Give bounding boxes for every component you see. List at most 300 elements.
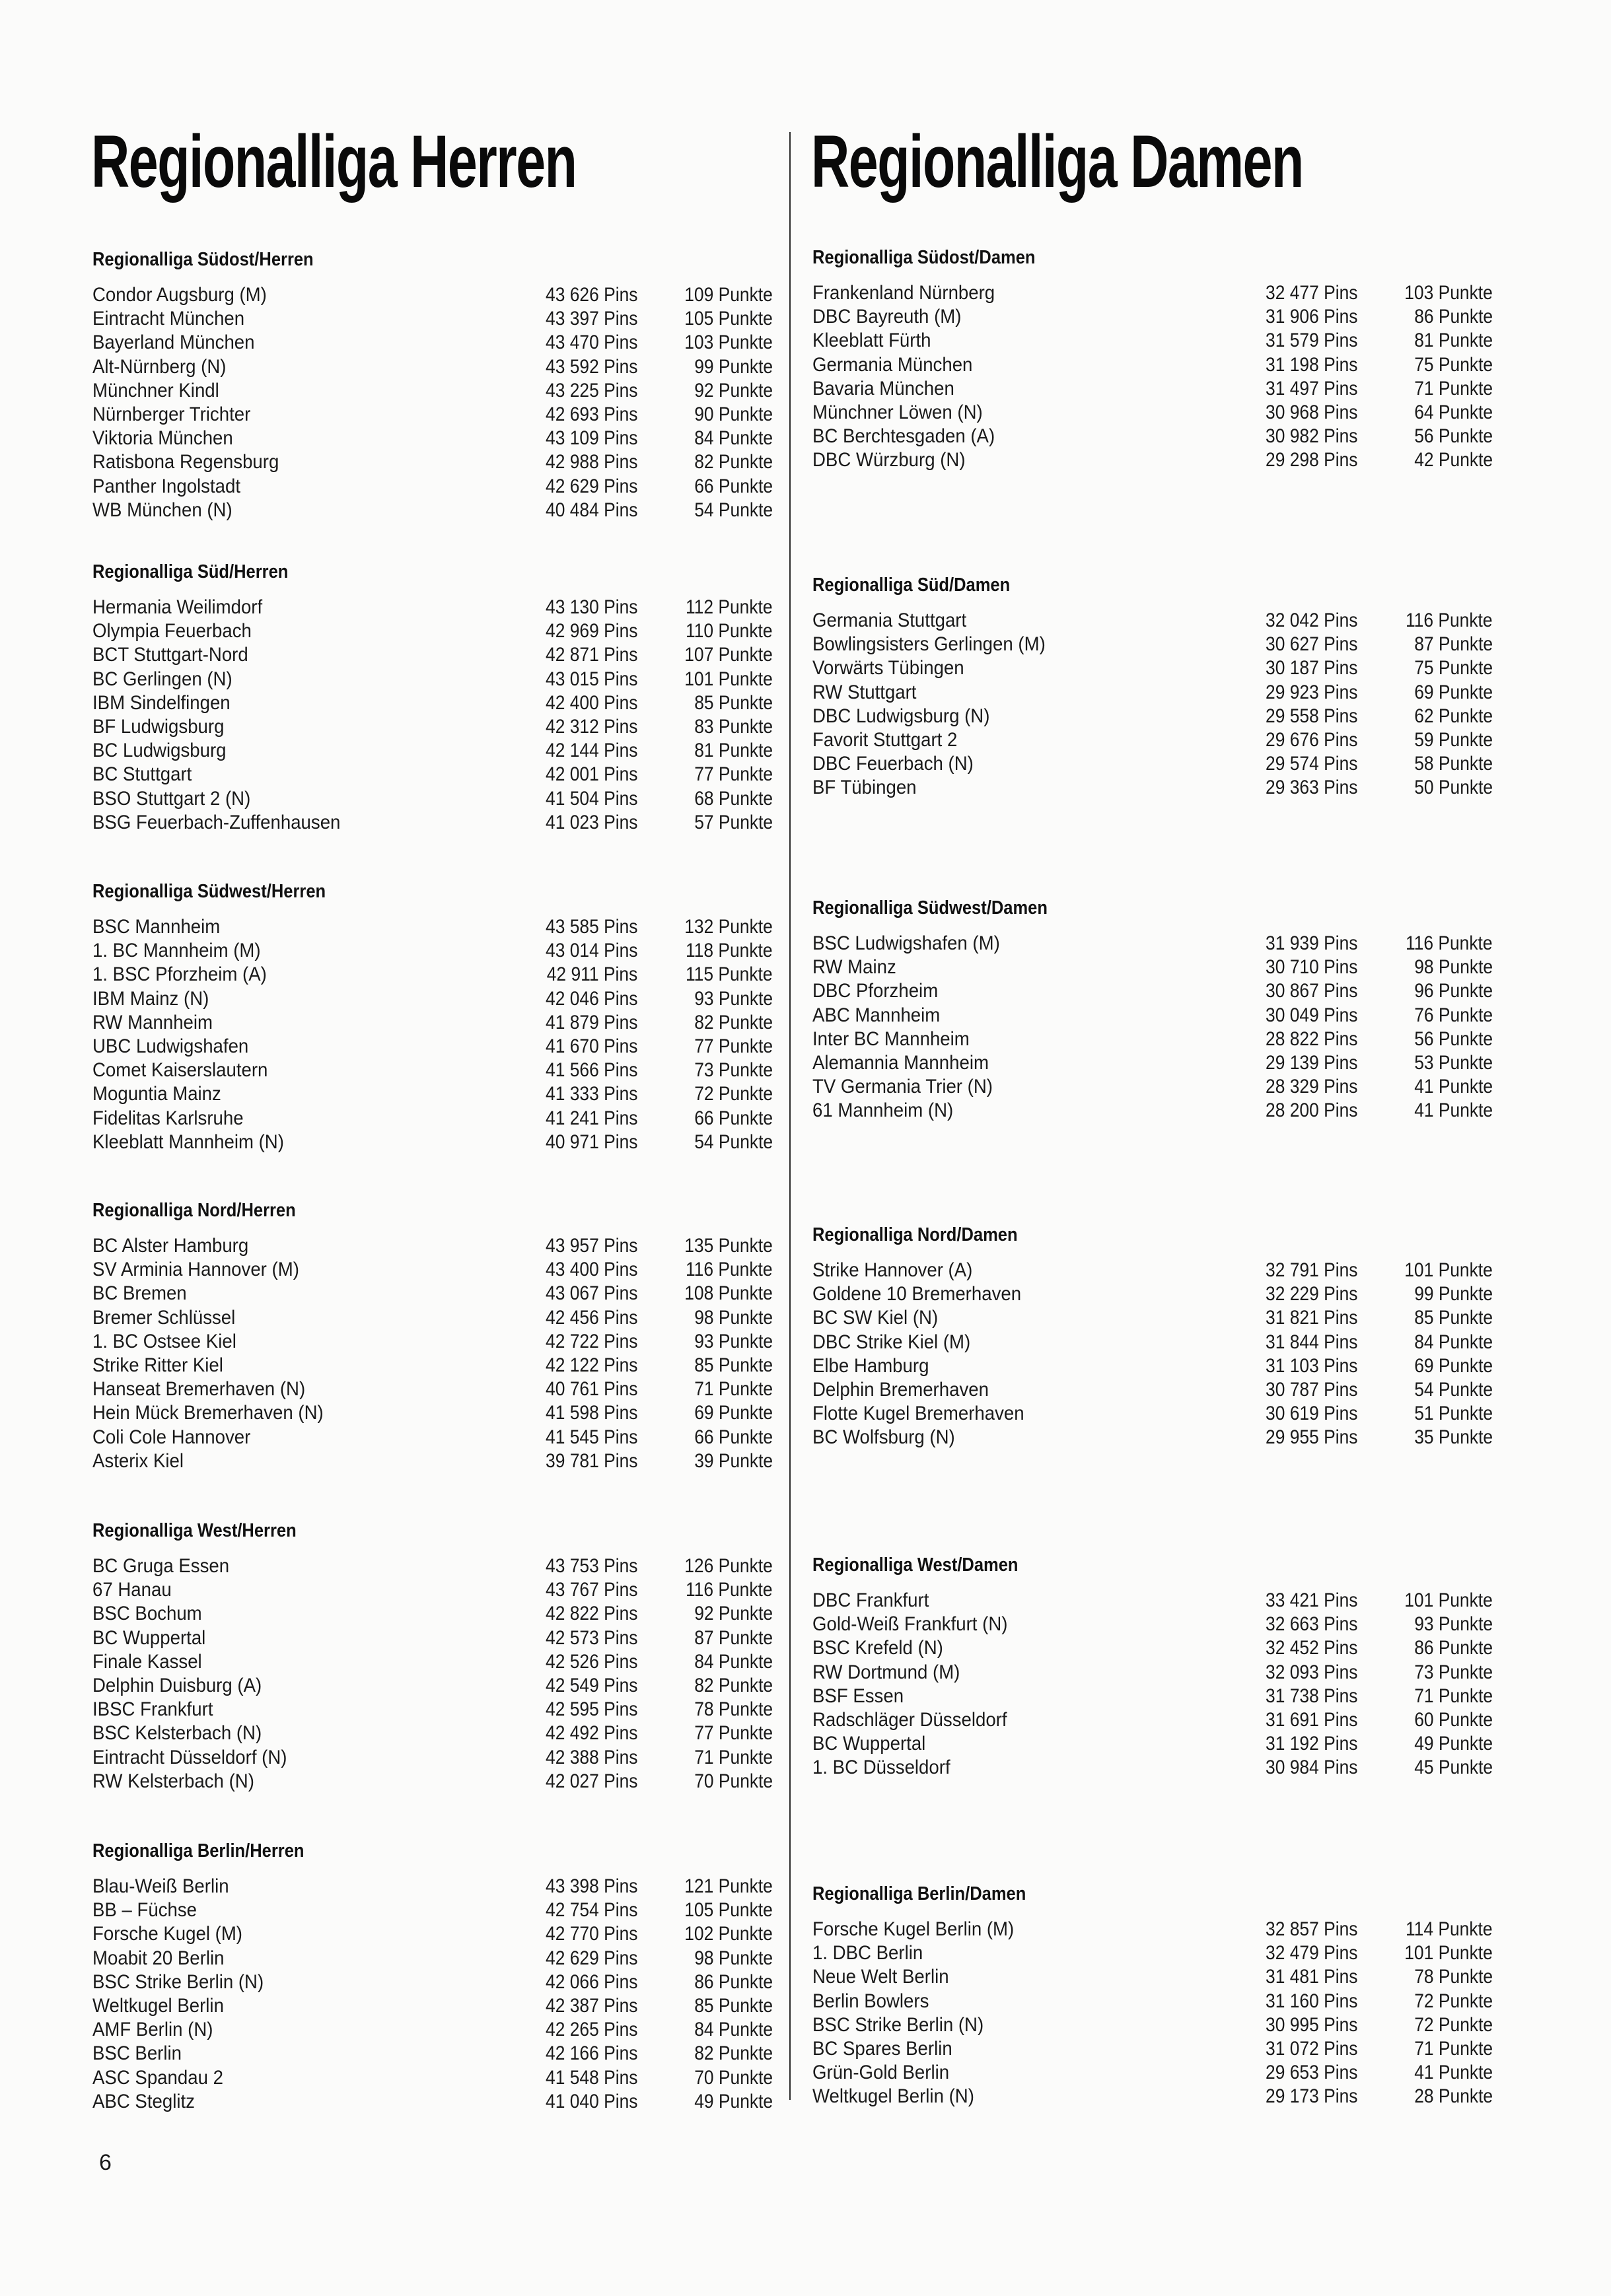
team-name: Condor Augsburg (M) bbox=[92, 284, 267, 306]
standings-row bbox=[92, 939, 773, 963]
herren-league-section bbox=[92, 560, 773, 835]
team-pins: 29 363 Pins bbox=[1265, 777, 1357, 799]
team-points: 98 Punkte bbox=[694, 1947, 773, 1969]
team-points: 75 Punkte bbox=[1414, 657, 1493, 679]
standings-row bbox=[92, 1330, 773, 1354]
standings-row bbox=[92, 1306, 773, 1330]
team-points: 116 Punkte bbox=[686, 1579, 773, 1601]
team-points: 45 Punkte bbox=[1414, 1757, 1493, 1779]
standings-row bbox=[92, 619, 773, 643]
team-pins: 28 822 Pins bbox=[1265, 1027, 1357, 1050]
team-pins: 32 479 Pins bbox=[1265, 1942, 1357, 1965]
team-points: 66 Punkte bbox=[694, 1107, 773, 1129]
team-name: BSC Bochum bbox=[92, 1603, 202, 1625]
standings-row bbox=[812, 1918, 1493, 1941]
team-name: Berlin Bowlers bbox=[812, 1990, 929, 2012]
standings-row bbox=[812, 956, 1493, 979]
team-pins: 31 192 Pins bbox=[1265, 1733, 1357, 1755]
team-name: BSC Mannheim bbox=[92, 916, 221, 938]
damen-league-section bbox=[812, 1223, 1493, 1450]
team-name: Radschläger Düsseldorf bbox=[812, 1708, 1007, 1731]
team-name: Grün-Gold Berlin bbox=[812, 2062, 950, 2084]
team-name: IBM Mainz (N) bbox=[92, 987, 209, 1010]
team-points: 69 Punkte bbox=[694, 1402, 773, 1424]
team-name: AMF Berlin (N) bbox=[92, 2019, 213, 2041]
team-pins: 42 456 Pins bbox=[545, 1306, 637, 1329]
team-name: Coli Cole Hannover bbox=[92, 1426, 251, 1448]
team-pins: 43 014 Pins bbox=[545, 940, 637, 962]
team-points: 107 Punkte bbox=[684, 644, 773, 666]
damen-league-section bbox=[812, 1553, 1493, 1780]
team-name: DBC Feuerbach (N) bbox=[812, 753, 974, 775]
team-name: Delphin Bremerhaven bbox=[812, 1378, 989, 1401]
team-points: 96 Punkte bbox=[1414, 980, 1493, 1002]
team-name: 1. BC Ostsee Kiel bbox=[92, 1330, 236, 1352]
team-pins: 43 753 Pins bbox=[545, 1555, 637, 1577]
standings-row bbox=[812, 2037, 1493, 2061]
team-pins: 42 754 Pins bbox=[545, 1899, 637, 1922]
team-points: 73 Punkte bbox=[1414, 1661, 1493, 1683]
standings-row bbox=[92, 1011, 773, 1035]
team-pins: 43 398 Pins bbox=[545, 1875, 637, 1897]
team-pins: 31 939 Pins bbox=[1265, 932, 1357, 954]
team-pins: 42 144 Pins bbox=[545, 740, 637, 762]
standings-row bbox=[812, 2013, 1493, 2037]
team-pins: 43 400 Pins bbox=[545, 1259, 637, 1281]
team-pins: 31 198 Pins bbox=[1265, 353, 1357, 376]
standings-row bbox=[812, 1051, 1493, 1075]
team-name: BF Tübingen bbox=[812, 777, 917, 799]
standings-row bbox=[92, 1875, 773, 1898]
team-points: 82 Punkte bbox=[694, 1674, 773, 1696]
team-pins: 31 738 Pins bbox=[1265, 1685, 1357, 1707]
team-pins: 42 595 Pins bbox=[545, 1698, 637, 1721]
team-points: 72 Punkte bbox=[694, 1083, 773, 1105]
team-points: 64 Punkte bbox=[1414, 401, 1493, 423]
standings-row bbox=[92, 1722, 773, 1745]
standings-row bbox=[92, 739, 773, 763]
team-points: 76 Punkte bbox=[1414, 1004, 1493, 1026]
standings-row bbox=[812, 1613, 1493, 1636]
standings-row bbox=[812, 1685, 1493, 1708]
team-name: Delphin Duisburg (A) bbox=[92, 1674, 262, 1696]
team-name: BC Wolfsburg (N) bbox=[812, 1426, 955, 1449]
standings-row bbox=[812, 1756, 1493, 1780]
team-points: 71 Punkte bbox=[694, 1746, 773, 1768]
standings-row bbox=[92, 1650, 773, 1674]
team-points: 42 Punkte bbox=[1414, 449, 1493, 471]
team-pins: 30 995 Pins bbox=[1265, 2013, 1357, 2036]
team-points: 71 Punkte bbox=[1414, 377, 1493, 400]
league-title: Regionalliga Nord/Damen bbox=[812, 1224, 1018, 1245]
standings-row bbox=[92, 1282, 773, 1305]
standings-row bbox=[92, 1426, 773, 1449]
team-points: 41 Punkte bbox=[1414, 1076, 1493, 1098]
team-points: 73 Punkte bbox=[694, 1059, 773, 1082]
standings-row bbox=[812, 1990, 1493, 2013]
standings-row bbox=[812, 1282, 1493, 1306]
team-name: ABC Steglitz bbox=[92, 2090, 195, 2112]
standings-row bbox=[812, 1378, 1493, 1402]
damen-league-section bbox=[812, 1882, 1493, 2109]
team-points: 103 Punkte bbox=[684, 331, 773, 354]
team-points: 92 Punkte bbox=[694, 379, 773, 401]
team-pins: 41 504 Pins bbox=[545, 787, 637, 810]
team-points: 90 Punkte bbox=[694, 403, 773, 425]
team-pins: 42 629 Pins bbox=[545, 1947, 637, 1969]
team-pins: 42 492 Pins bbox=[545, 1722, 637, 1745]
team-pins: 32 229 Pins bbox=[1265, 1283, 1357, 1305]
team-pins: 42 722 Pins bbox=[545, 1330, 637, 1352]
standings-row bbox=[812, 1965, 1493, 1989]
standings-row bbox=[92, 1994, 773, 2018]
standings-row bbox=[812, 401, 1493, 425]
team-points: 126 Punkte bbox=[684, 1555, 773, 1577]
standings-row bbox=[812, 1636, 1493, 1660]
team-name: BSC Ludwigshafen (M) bbox=[812, 932, 1000, 954]
team-points: 102 Punkte bbox=[684, 1923, 773, 1945]
team-name: Gold-Weiß Frankfurt (N) bbox=[812, 1613, 1008, 1636]
team-name: BSC Berlin bbox=[92, 2042, 182, 2065]
standings-row bbox=[92, 668, 773, 691]
standings-row bbox=[92, 1922, 773, 1946]
standings-row bbox=[812, 979, 1493, 1003]
team-points: 101 Punkte bbox=[684, 668, 773, 690]
herren-league-section bbox=[92, 1199, 773, 1473]
standings-row bbox=[92, 1035, 773, 1059]
standings-row bbox=[812, 1099, 1493, 1123]
team-pins: 29 923 Pins bbox=[1265, 681, 1357, 703]
team-points: 59 Punkte bbox=[1414, 728, 1493, 751]
standings-row bbox=[812, 1661, 1493, 1685]
team-name: RW Mainz bbox=[812, 956, 896, 979]
team-pins: 29 173 Pins bbox=[1265, 2085, 1357, 2108]
team-name: BB – Füchse bbox=[92, 1899, 197, 1922]
team-name: UBC Ludwigshafen bbox=[92, 1035, 249, 1057]
team-points: 71 Punkte bbox=[1414, 1685, 1493, 1707]
team-pins: 31 906 Pins bbox=[1265, 306, 1357, 328]
team-points: 71 Punkte bbox=[1414, 2037, 1493, 2060]
team-pins: 42 066 Pins bbox=[545, 1970, 637, 1993]
team-name: 67 Hanau bbox=[92, 1579, 172, 1601]
team-name: SV Arminia Hannover (M) bbox=[92, 1259, 299, 1281]
team-points: 78 Punkte bbox=[1414, 1966, 1493, 1988]
team-points: 28 Punkte bbox=[1414, 2085, 1493, 2108]
page-number: 6 bbox=[99, 2150, 112, 2175]
team-pins: 40 761 Pins bbox=[545, 1378, 637, 1401]
team-pins: 42 969 Pins bbox=[545, 620, 637, 643]
team-name: Favorit Stuttgart 2 bbox=[812, 728, 958, 751]
team-name: DBC Ludwigsburg (N) bbox=[812, 705, 990, 727]
team-pins: 41 566 Pins bbox=[545, 1059, 637, 1082]
team-name: Bayerland München bbox=[92, 331, 255, 354]
team-pins: 30 187 Pins bbox=[1265, 657, 1357, 679]
team-points: 84 Punkte bbox=[1414, 1331, 1493, 1353]
team-pins: 29 955 Pins bbox=[1265, 1426, 1357, 1449]
standings-row bbox=[92, 2066, 773, 2090]
team-points: 115 Punkte bbox=[686, 963, 773, 986]
team-name: ASC Spandau 2 bbox=[92, 2066, 223, 2089]
team-name: Hanseat Bremerhaven (N) bbox=[92, 1378, 306, 1401]
team-pins: 29 298 Pins bbox=[1265, 449, 1357, 471]
team-pins: 43 225 Pins bbox=[545, 379, 637, 401]
team-points: 84 Punkte bbox=[694, 2019, 773, 2041]
team-name: Kleeblatt Mannheim (N) bbox=[92, 1131, 284, 1153]
standings-row bbox=[92, 427, 773, 450]
team-pins: 41 670 Pins bbox=[545, 1035, 637, 1057]
standings-row bbox=[812, 1732, 1493, 1756]
team-pins: 42 526 Pins bbox=[545, 1650, 637, 1673]
team-pins: 29 653 Pins bbox=[1265, 2062, 1357, 2084]
standings-row bbox=[812, 656, 1493, 680]
team-name: Germania Stuttgart bbox=[812, 609, 967, 631]
team-name: BC Wuppertal bbox=[812, 1733, 926, 1755]
team-points: 77 Punkte bbox=[694, 1722, 773, 1745]
team-pins: 31 691 Pins bbox=[1265, 1708, 1357, 1731]
team-pins: 42 027 Pins bbox=[545, 1770, 637, 1792]
team-name: BC Gerlingen (N) bbox=[92, 668, 233, 690]
team-name: Neue Welt Berlin bbox=[812, 1966, 949, 1988]
team-points: 82 Punkte bbox=[694, 451, 773, 473]
damen-league-section bbox=[812, 896, 1493, 1123]
team-name: BC Berchtesgaden (A) bbox=[812, 425, 995, 448]
team-points: 70 Punkte bbox=[694, 1770, 773, 1792]
standings-row bbox=[812, 728, 1493, 752]
team-name: BC Wuppertal bbox=[92, 1626, 206, 1649]
team-pins: 42 001 Pins bbox=[545, 763, 637, 786]
standings-row bbox=[812, 1589, 1493, 1613]
team-name: Eintracht München bbox=[92, 308, 245, 330]
team-name: 61 Mannheim (N) bbox=[812, 1099, 954, 1122]
team-name: Bowlingsisters Gerlingen (M) bbox=[812, 633, 1046, 656]
standings-row bbox=[92, 1626, 773, 1650]
team-pins: 29 139 Pins bbox=[1265, 1051, 1357, 1074]
league-title: Regionalliga Süd/Herren bbox=[92, 561, 289, 582]
team-name: Strike Hannover (A) bbox=[812, 1259, 973, 1281]
team-name: Eintracht Düsseldorf (N) bbox=[92, 1746, 287, 1768]
team-points: 84 Punkte bbox=[694, 1650, 773, 1673]
herren-league-section bbox=[92, 1519, 773, 1793]
team-pins: 42 265 Pins bbox=[545, 2019, 637, 2041]
standings-row bbox=[92, 379, 773, 403]
standings-row bbox=[812, 448, 1493, 472]
standings-row bbox=[92, 643, 773, 667]
team-name: Forsche Kugel (M) bbox=[92, 1923, 243, 1945]
team-pins: 40 484 Pins bbox=[545, 499, 637, 521]
standings-row bbox=[92, 763, 773, 786]
standings-row bbox=[92, 1354, 773, 1377]
team-points: 116 Punkte bbox=[1406, 609, 1493, 631]
team-pins: 30 710 Pins bbox=[1265, 956, 1357, 979]
team-pins: 43 585 Pins bbox=[545, 916, 637, 938]
team-points: 77 Punkte bbox=[694, 1035, 773, 1057]
standings-row bbox=[812, 1306, 1493, 1330]
standings-row bbox=[92, 1674, 773, 1698]
team-pins: 42 312 Pins bbox=[545, 715, 637, 738]
team-points: 98 Punkte bbox=[1414, 956, 1493, 979]
team-name: DBC Strike Kiel (M) bbox=[812, 1331, 971, 1353]
team-name: TV Germania Trier (N) bbox=[812, 1076, 993, 1098]
team-points: 84 Punkte bbox=[694, 427, 773, 450]
team-pins: 43 592 Pins bbox=[545, 355, 637, 378]
league-title: Regionalliga West/Herren bbox=[92, 1520, 297, 1541]
team-pins: 42 693 Pins bbox=[545, 403, 637, 425]
team-name: BC Bremen bbox=[92, 1282, 187, 1305]
team-points: 77 Punkte bbox=[694, 763, 773, 786]
team-name: RW Stuttgart bbox=[812, 681, 917, 703]
team-points: 99 Punkte bbox=[1414, 1283, 1493, 1305]
team-pins: 30 787 Pins bbox=[1265, 1378, 1357, 1401]
team-pins: 41 023 Pins bbox=[545, 811, 637, 833]
standings-row bbox=[812, 425, 1493, 448]
team-pins: 31 072 Pins bbox=[1265, 2037, 1357, 2060]
standings-row bbox=[92, 355, 773, 379]
team-pins: 42 573 Pins bbox=[545, 1626, 637, 1649]
standings-row bbox=[812, 1426, 1493, 1449]
team-name: Olympia Feuerbach bbox=[92, 620, 252, 643]
team-pins: 32 791 Pins bbox=[1265, 1259, 1357, 1281]
standings-row bbox=[92, 450, 773, 474]
team-points: 86 Punkte bbox=[1414, 306, 1493, 328]
team-points: 93 Punkte bbox=[694, 1330, 773, 1352]
standings-row bbox=[92, 691, 773, 715]
team-points: 135 Punkte bbox=[684, 1235, 773, 1257]
herren-heading: Regionalliga Herren bbox=[91, 120, 577, 203]
team-name: Moguntia Mainz bbox=[92, 1083, 221, 1105]
team-name: Weltkugel Berlin (N) bbox=[812, 2085, 974, 2108]
team-points: 81 Punkte bbox=[1414, 330, 1493, 352]
standings-row bbox=[92, 1554, 773, 1578]
team-points: 105 Punkte bbox=[684, 308, 773, 330]
team-points: 71 Punkte bbox=[694, 1378, 773, 1401]
team-pins: 31 103 Pins bbox=[1265, 1354, 1357, 1377]
damen-league-section bbox=[812, 246, 1493, 473]
team-pins: 30 627 Pins bbox=[1265, 633, 1357, 656]
team-points: 118 Punkte bbox=[686, 940, 773, 962]
team-pins: 42 770 Pins bbox=[545, 1923, 637, 1945]
team-pins: 31 821 Pins bbox=[1265, 1307, 1357, 1329]
team-pins: 40 971 Pins bbox=[545, 1131, 637, 1153]
standings-row bbox=[812, 1354, 1493, 1378]
team-pins: 30 619 Pins bbox=[1265, 1403, 1357, 1425]
team-points: 82 Punkte bbox=[694, 2042, 773, 2065]
team-points: 121 Punkte bbox=[684, 1875, 773, 1897]
team-pins: 42 388 Pins bbox=[545, 1746, 637, 1768]
team-pins: 42 046 Pins bbox=[545, 987, 637, 1010]
team-points: 70 Punkte bbox=[694, 2066, 773, 2089]
team-points: 101 Punkte bbox=[1404, 1942, 1493, 1965]
standings-row bbox=[812, 305, 1493, 329]
team-name: Vorwärts Tübingen bbox=[812, 657, 964, 679]
team-points: 69 Punkte bbox=[1414, 681, 1493, 703]
team-pins: 42 988 Pins bbox=[545, 451, 637, 473]
league-title: Regionalliga Nord/Herren bbox=[92, 1200, 296, 1221]
team-points: 86 Punkte bbox=[694, 1970, 773, 1993]
league-title: Regionalliga Süd/Damen bbox=[812, 574, 1011, 596]
standings-row bbox=[92, 1401, 773, 1425]
standings-row bbox=[812, 609, 1493, 633]
team-points: 85 Punkte bbox=[1414, 1307, 1493, 1329]
team-name: DBC Bayreuth (M) bbox=[812, 306, 962, 328]
team-name: Nürnberger Trichter bbox=[92, 403, 251, 425]
team-name: Bavaria München bbox=[812, 377, 954, 400]
team-points: 78 Punkte bbox=[694, 1698, 773, 1721]
standings-row bbox=[92, 987, 773, 1011]
standings-row bbox=[92, 1082, 773, 1106]
team-name: Bremer Schlüssel bbox=[92, 1306, 236, 1329]
standings-row bbox=[92, 811, 773, 835]
standings-row bbox=[812, 353, 1493, 377]
herren-league-section bbox=[92, 880, 773, 1154]
team-pins: 43 397 Pins bbox=[545, 308, 637, 330]
team-name: BC Alster Hamburg bbox=[92, 1235, 249, 1257]
team-pins: 43 067 Pins bbox=[545, 1282, 637, 1305]
standings-row bbox=[812, 2085, 1493, 2108]
team-name: BC SW Kiel (N) bbox=[812, 1307, 939, 1329]
team-points: 99 Punkte bbox=[694, 355, 773, 378]
team-name: Panther Ingolstadt bbox=[92, 475, 241, 497]
standings-row bbox=[92, 403, 773, 427]
standings-row bbox=[92, 499, 773, 522]
team-pins: 43 109 Pins bbox=[545, 427, 637, 450]
team-points: 58 Punkte bbox=[1414, 753, 1493, 775]
team-pins: 31 160 Pins bbox=[1265, 1990, 1357, 2012]
league-title: Regionalliga Südwest/Herren bbox=[92, 881, 326, 902]
team-points: 60 Punkte bbox=[1414, 1708, 1493, 1731]
standings-row bbox=[92, 1970, 773, 1994]
team-points: 50 Punkte bbox=[1414, 777, 1493, 799]
standings-row bbox=[812, 1259, 1493, 1282]
team-name: BC Stuttgart bbox=[92, 763, 192, 786]
team-name: BF Ludwigsburg bbox=[92, 715, 225, 738]
team-points: 93 Punkte bbox=[1414, 1613, 1493, 1636]
league-title: Regionalliga Berlin/Herren bbox=[92, 1840, 304, 1861]
team-points: 54 Punkte bbox=[1414, 1378, 1493, 1401]
team-points: 68 Punkte bbox=[694, 787, 773, 810]
team-points: 72 Punkte bbox=[1414, 2013, 1493, 2036]
team-pins: 41 040 Pins bbox=[545, 2090, 637, 2112]
team-name: Flotte Kugel Bremerhaven bbox=[812, 1403, 1024, 1425]
standings-row bbox=[92, 1377, 773, 1401]
team-points: 112 Punkte bbox=[686, 596, 773, 618]
team-points: 132 Punkte bbox=[684, 916, 773, 938]
team-pins: 43 767 Pins bbox=[545, 1579, 637, 1601]
standings-row bbox=[92, 787, 773, 811]
standings-row bbox=[812, 776, 1493, 800]
standings-row bbox=[812, 633, 1493, 656]
standings-row bbox=[92, 2018, 773, 2042]
team-name: RW Kelsterbach (N) bbox=[92, 1770, 254, 1792]
team-name: DBC Pforzheim bbox=[812, 980, 939, 1002]
league-title: Regionalliga West/Damen bbox=[812, 1554, 1019, 1576]
team-name: Forsche Kugel Berlin (M) bbox=[812, 1918, 1015, 1940]
team-pins: 41 598 Pins bbox=[545, 1402, 637, 1424]
standings-row bbox=[92, 475, 773, 499]
team-pins: 43 957 Pins bbox=[545, 1235, 637, 1257]
team-points: 85 Punkte bbox=[694, 1994, 773, 2017]
team-name: Germania München bbox=[812, 353, 973, 376]
team-name: Münchner Kindl bbox=[92, 379, 219, 401]
team-pins: 43 015 Pins bbox=[545, 668, 637, 690]
team-points: 72 Punkte bbox=[1414, 1990, 1493, 2012]
team-pins: 42 166 Pins bbox=[545, 2042, 637, 2065]
team-pins: 41 545 Pins bbox=[545, 1426, 637, 1448]
team-pins: 32 857 Pins bbox=[1265, 1918, 1357, 1940]
team-name: Frankenland Nürnberg bbox=[812, 282, 995, 304]
team-name: BSC Strike Berlin (N) bbox=[812, 2013, 984, 2036]
team-points: 86 Punkte bbox=[1414, 1637, 1493, 1659]
team-name: Hermania Weilimdorf bbox=[92, 596, 263, 618]
